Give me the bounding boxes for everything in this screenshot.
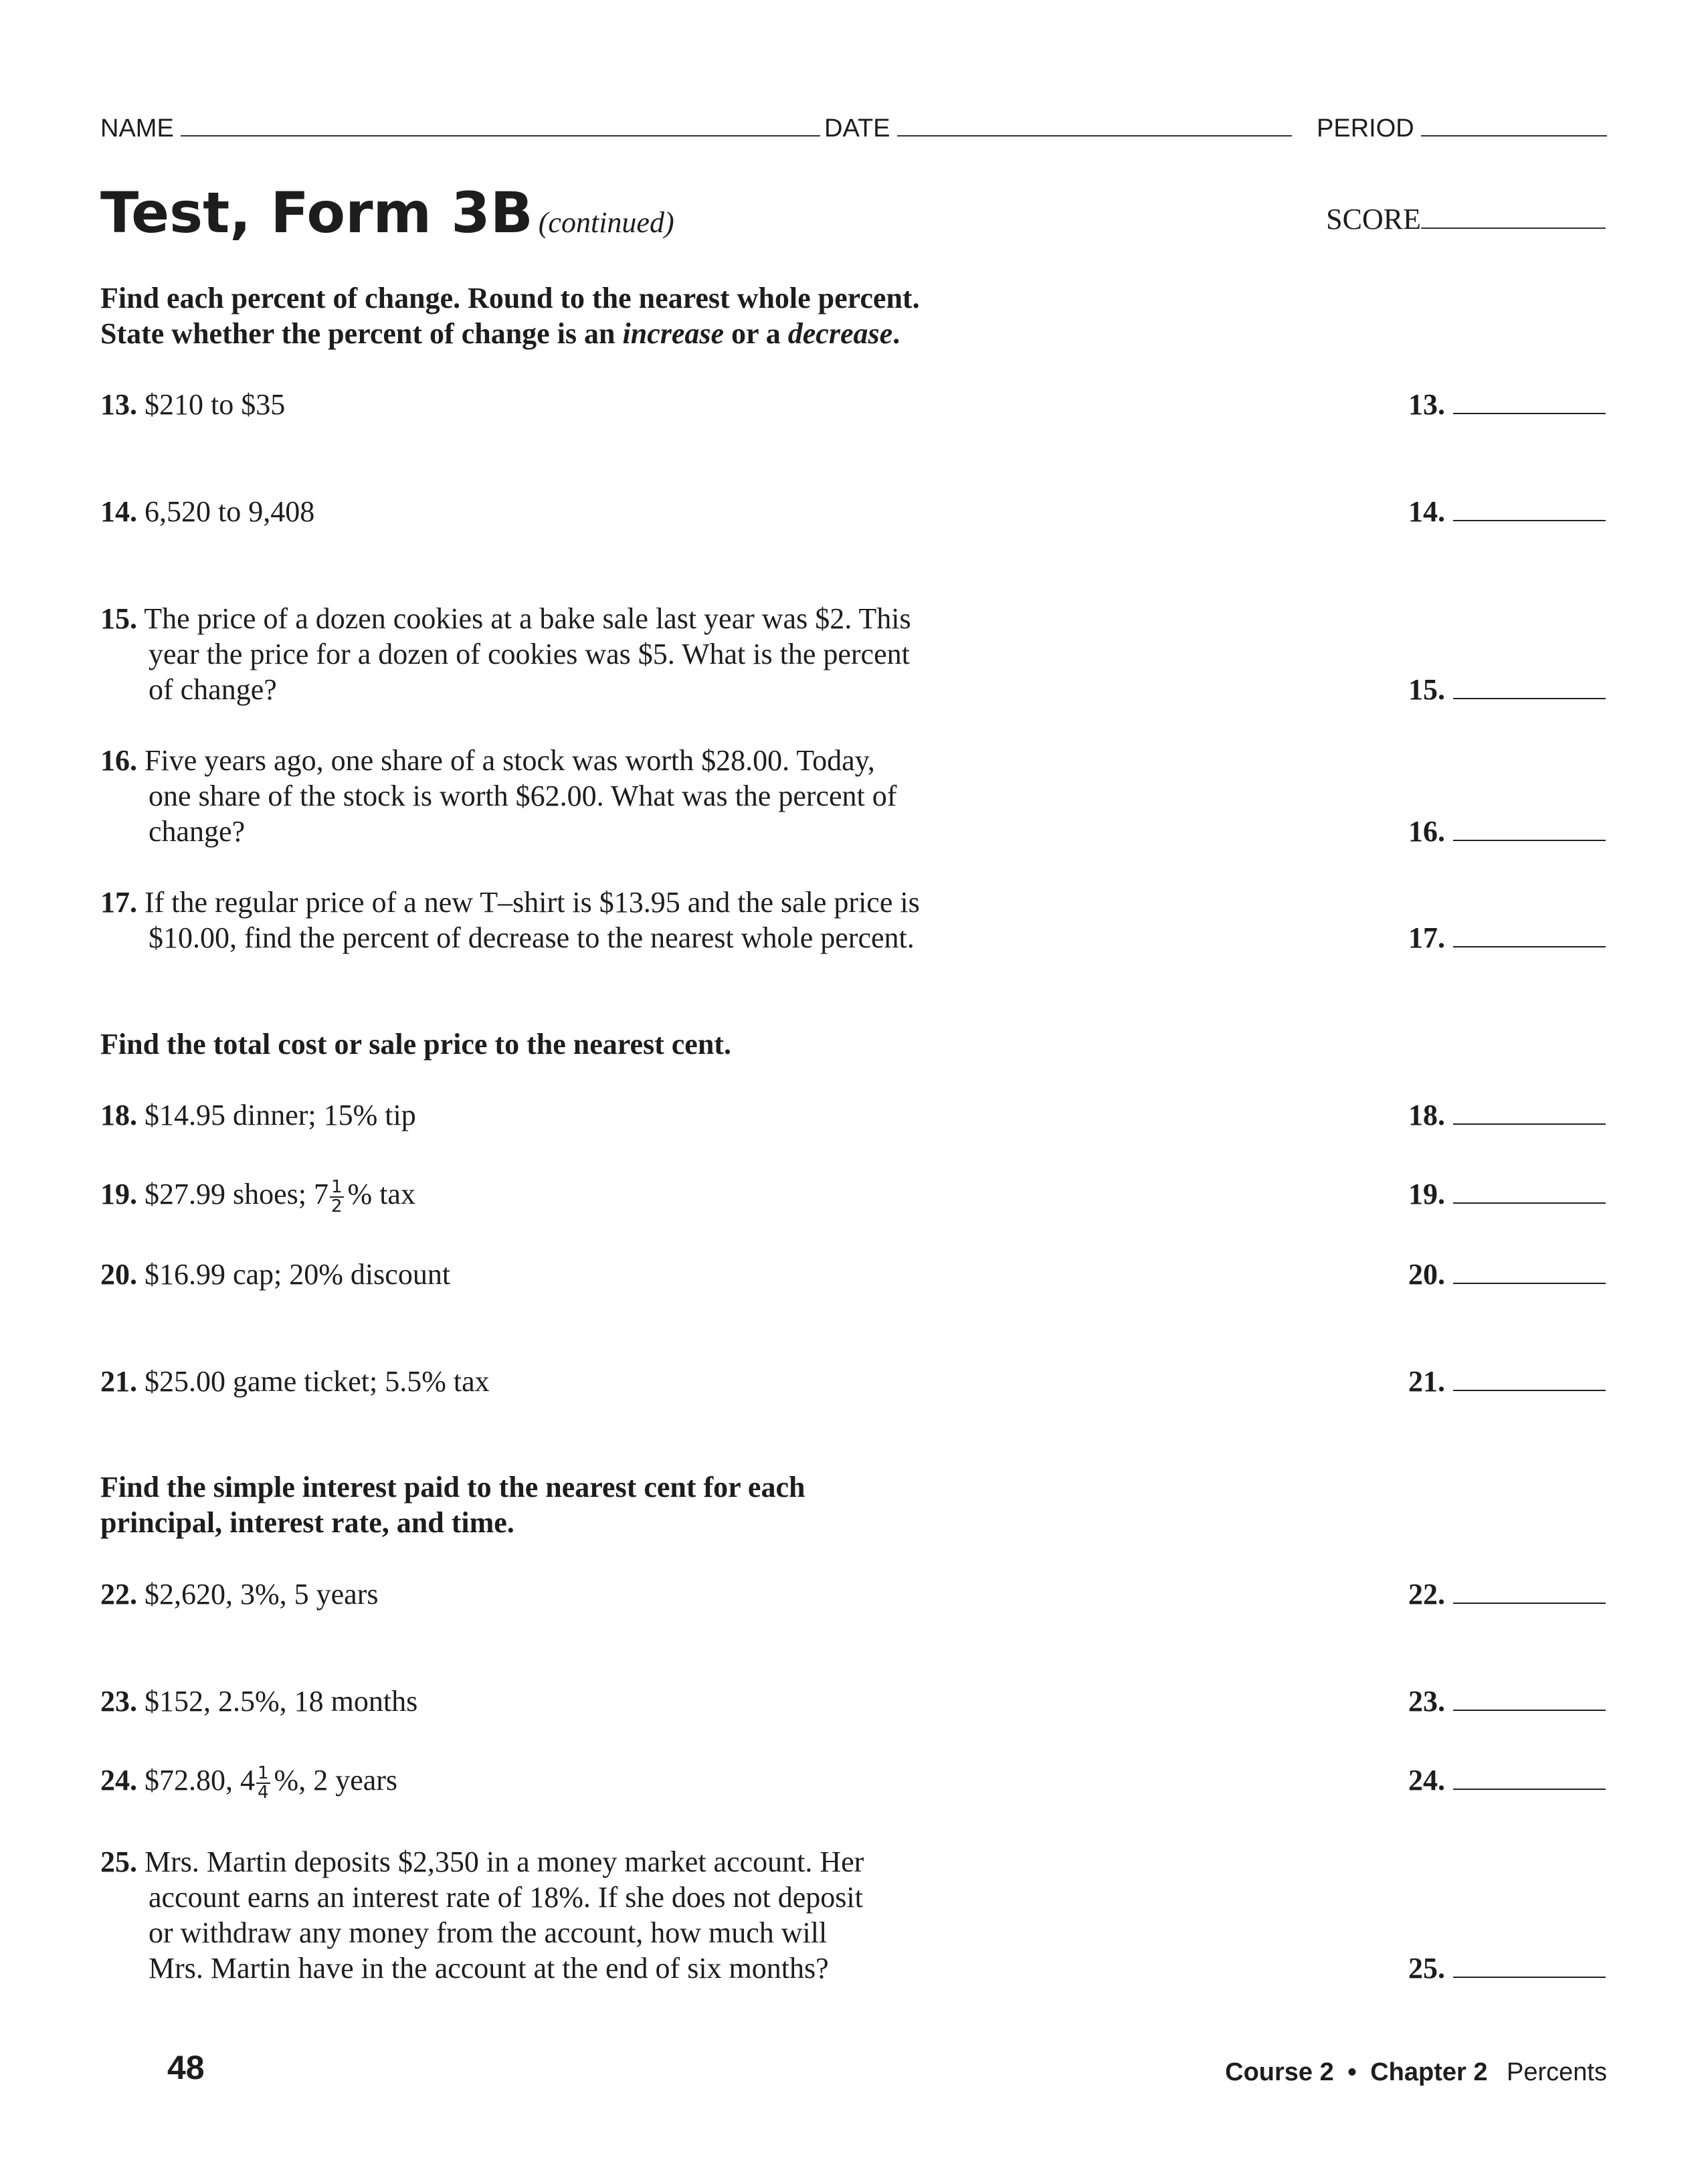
- period-blank[interactable]: [1421, 111, 1607, 136]
- answer-blank[interactable]: [1453, 1367, 1606, 1391]
- fraction-denominator: 2: [331, 1196, 343, 1216]
- answer-15[interactable]: [1408, 672, 1606, 707]
- problem-number: 24.: [100, 1764, 137, 1797]
- problem-18: [100, 1097, 1070, 1133]
- answer-number: 20.: [1408, 1258, 1445, 1291]
- problem-text: $25.00 game ticket; 5.5% tax: [145, 1365, 490, 1398]
- section1-directions-line1: Find each percent of change. Round to the nearest whole percent.: [100, 282, 920, 314]
- answer-16[interactable]: [1408, 814, 1606, 849]
- answer-24[interactable]: [1408, 1762, 1606, 1798]
- problem-text: $152, 2.5%, 18 months: [145, 1685, 418, 1718]
- fraction-one-half: [330, 1178, 344, 1216]
- title-main: Test, Form 3B: [100, 180, 533, 246]
- answer-number: 18.: [1408, 1099, 1445, 1131]
- answer-number: 21.: [1408, 1365, 1445, 1398]
- problem-25: [100, 1844, 1070, 1986]
- problem-text: $72.80, 4: [145, 1764, 255, 1797]
- answer-blank[interactable]: [1453, 497, 1606, 521]
- answer-25[interactable]: [1408, 1950, 1606, 1986]
- name-field[interactable]: [100, 111, 820, 144]
- problem-16: [100, 743, 1070, 849]
- answer-18[interactable]: [1408, 1097, 1606, 1133]
- fraction-one-quarter: [256, 1764, 270, 1802]
- problem-text: %, 2 years: [274, 1764, 398, 1797]
- answer-blank[interactable]: [1453, 1101, 1606, 1125]
- fraction-numerator: 1: [331, 1176, 343, 1197]
- title-continued: (continued): [538, 206, 674, 239]
- problem-number: 20.: [100, 1258, 137, 1291]
- answer-blank[interactable]: [1453, 1766, 1606, 1790]
- date-blank[interactable]: [897, 111, 1292, 136]
- page-number: 48: [167, 2049, 205, 2086]
- problem-19: [100, 1176, 1070, 1216]
- problem-23: [100, 1683, 1070, 1719]
- score-field[interactable]: [1326, 201, 1606, 238]
- problem-number: 23.: [100, 1685, 137, 1718]
- problem-text: $10.00, find the percent of decrease to the nearest whole percent.: [149, 921, 915, 954]
- answer-blank[interactable]: [1453, 1954, 1606, 1978]
- problem-text: $2,620, 3%, 5 years: [145, 1578, 379, 1611]
- answer-13[interactable]: [1408, 387, 1606, 422]
- name-label: NAME: [100, 114, 174, 143]
- directions-increase: increase: [622, 317, 725, 350]
- problem-number: 13.: [100, 388, 137, 421]
- answer-20[interactable]: [1408, 1257, 1606, 1292]
- fraction-numerator: 1: [258, 1762, 269, 1783]
- date-field[interactable]: [824, 111, 1292, 144]
- section2-directions: Find the total cost or sale price to the nearest cent.: [100, 1028, 731, 1061]
- answer-number: 14.: [1408, 495, 1445, 528]
- answer-number: 16.: [1408, 815, 1445, 848]
- problem-15: [100, 601, 1070, 707]
- problem-text: Five years ago, one share of a stock was worth $28.00. Today,: [145, 744, 875, 777]
- problem-14: [100, 494, 1070, 529]
- answer-blank[interactable]: [1453, 923, 1606, 947]
- answer-number: 22.: [1408, 1578, 1445, 1611]
- score-label: SCORE: [1326, 203, 1421, 236]
- name-blank[interactable]: [181, 111, 820, 136]
- section3-directions: [100, 1469, 805, 1540]
- answer-blank[interactable]: [1453, 1180, 1606, 1204]
- footer-topic: Percents: [1507, 2058, 1607, 2086]
- answer-number: 23.: [1408, 1685, 1445, 1718]
- problem-number: 19.: [100, 1178, 137, 1210]
- answer-blank[interactable]: [1453, 675, 1606, 699]
- footer-course: Course 2: [1225, 2058, 1334, 2086]
- section3-directions-line1: Find the simple interest paid to the nearest cent for each: [100, 1471, 805, 1504]
- section1-directions-line2: [100, 316, 920, 351]
- score-blank[interactable]: [1421, 203, 1606, 229]
- answer-21[interactable]: [1408, 1364, 1606, 1399]
- problem-text: change?: [149, 815, 246, 848]
- problem-text: year the price for a dozen of cookies was $5. What is the percent: [149, 638, 910, 670]
- problem-text: Mrs. Martin have in the account at the end of six months?: [149, 1952, 829, 1985]
- date-label: DATE: [824, 114, 890, 143]
- directions-text: .: [892, 317, 901, 350]
- problem-text: The price of a dozen cookies at a bake sale last year was $2. This: [144, 602, 911, 635]
- problem-text: $14.95 dinner; 15% tip: [145, 1099, 416, 1131]
- answer-blank[interactable]: [1453, 817, 1606, 841]
- answer-number: 24.: [1408, 1764, 1445, 1797]
- problem-text: Mrs. Martin deposits $2,350 in a money market account. Her: [145, 1845, 864, 1878]
- footer-course-info: [1225, 2057, 1607, 2088]
- answer-23[interactable]: [1408, 1683, 1606, 1719]
- problem-17: [100, 885, 1070, 955]
- period-label: PERIOD: [1317, 114, 1414, 143]
- problem-text: % tax: [347, 1178, 415, 1210]
- problem-20: [100, 1257, 1070, 1292]
- problem-text: one share of the stock is worth $62.00. What was the percent of: [149, 780, 897, 812]
- problem-number: 16.: [100, 744, 137, 777]
- answer-number: 25.: [1408, 1952, 1445, 1985]
- problem-text: account earns an interest rate of 18%. If she does not deposit: [149, 1881, 863, 1914]
- problem-text: $27.99 shoes; 7: [145, 1178, 328, 1210]
- problem-22: [100, 1576, 1070, 1612]
- footer-bullet: •: [1347, 2058, 1357, 2086]
- answer-number: 17.: [1408, 921, 1445, 954]
- section1-directions: [100, 280, 920, 351]
- problem-number: 25.: [100, 1845, 137, 1878]
- problem-number: 18.: [100, 1099, 137, 1131]
- problem-text: of change?: [149, 673, 277, 706]
- answer-14[interactable]: [1408, 494, 1606, 529]
- answer-blank[interactable]: [1453, 1580, 1606, 1604]
- page-title: [100, 179, 674, 256]
- answer-blank[interactable]: [1453, 390, 1606, 414]
- problem-number: 14.: [100, 495, 137, 528]
- problem-number: 22.: [100, 1578, 137, 1611]
- answer-19[interactable]: [1408, 1176, 1606, 1212]
- problem-number: 17.: [100, 886, 137, 919]
- period-field[interactable]: [1317, 111, 1607, 144]
- answer-number: 15.: [1408, 673, 1445, 706]
- answer-22[interactable]: [1408, 1576, 1606, 1612]
- directions-text: or a: [724, 317, 788, 350]
- problem-text: $210 to $35: [145, 388, 286, 421]
- problem-text: If the regular price of a new T–shirt is $13.95 and the sale price is: [145, 886, 920, 919]
- directions-decrease: decrease: [787, 317, 893, 350]
- problem-text: $16.99 cap; 20% discount: [145, 1258, 451, 1291]
- footer-chapter: Chapter 2: [1370, 2058, 1488, 2086]
- problem-text: or withdraw any money from the account, how much will: [149, 1916, 828, 1949]
- problem-21: [100, 1364, 1070, 1399]
- fraction-denominator: 4: [258, 1782, 269, 1803]
- problem-text: 6,520 to 9,408: [145, 495, 315, 528]
- problem-24: [100, 1762, 1070, 1802]
- problem-number: 15.: [100, 602, 137, 635]
- answer-number: 19.: [1408, 1178, 1445, 1210]
- answer-number: 13.: [1408, 388, 1445, 421]
- answer-blank[interactable]: [1453, 1687, 1606, 1711]
- answer-17[interactable]: [1408, 920, 1606, 955]
- directions-text: State whether the percent of change is an: [100, 317, 623, 350]
- problem-number: 21.: [100, 1365, 137, 1398]
- problem-13: [100, 387, 1070, 422]
- section3-directions-line2: principal, interest rate, and time.: [100, 1506, 514, 1539]
- answer-blank[interactable]: [1453, 1260, 1606, 1284]
